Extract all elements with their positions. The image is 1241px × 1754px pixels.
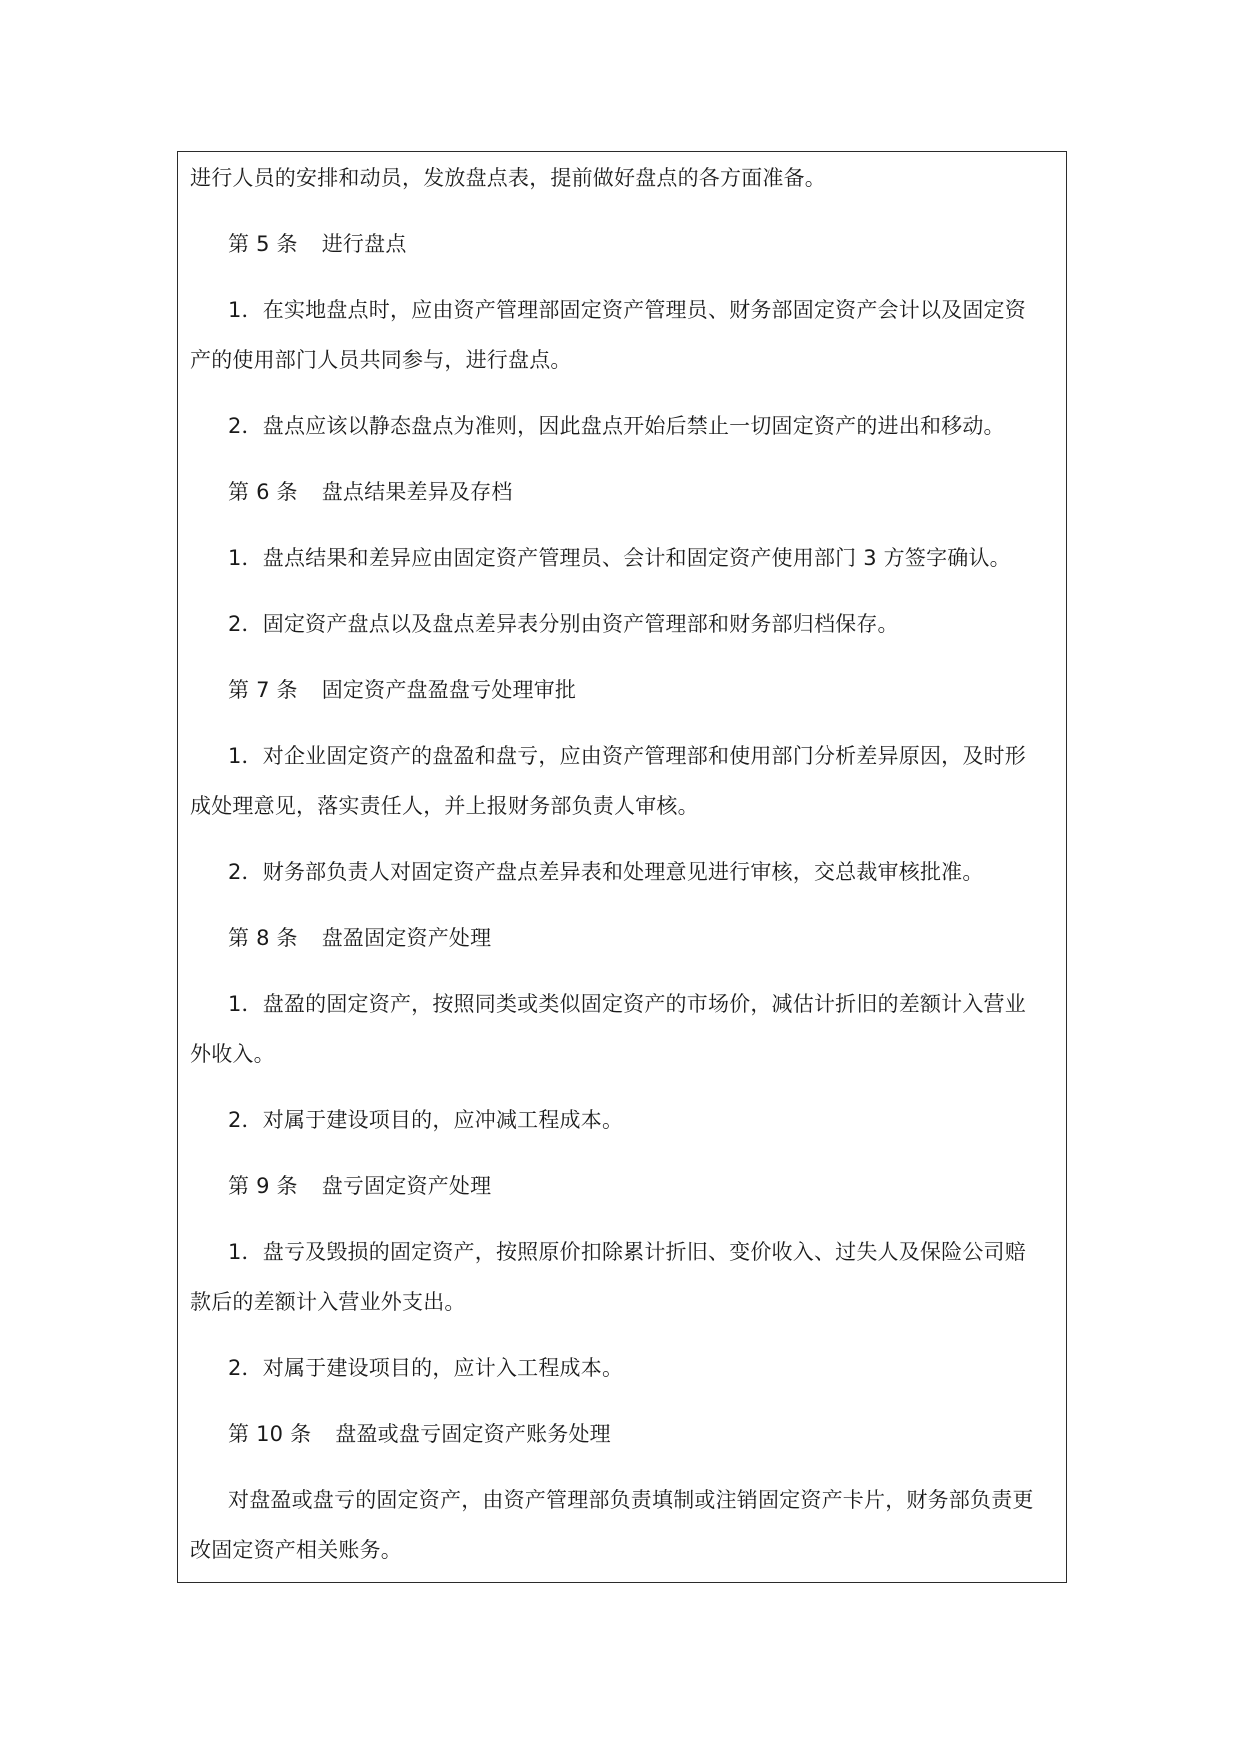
article-number: 第 5 条 [228,232,298,256]
text-line: 2．财务部负责人对固定资产盘点差异表和处理意见进行审核，交总裁审核批准。 [228,860,984,884]
article-number: 第 9 条 [228,1174,298,1198]
text-line: 2．盘点应该以静态盘点为准则，因此盘点开始后禁止一切固定资产的进出和移动。 [228,414,1005,438]
text-line: 2．对属于建设项目的，应计入工程成本。 [228,1356,624,1380]
article-heading [228,1420,1116,1448]
article-title: 盘点结果差异及存档 [321,480,513,504]
document-frame [177,151,1067,1583]
article-heading [228,478,1116,506]
article-number: 第 6 条 [228,480,298,504]
article-title: 盘盈固定资产处理 [321,926,492,950]
article-number: 第 10 条 [228,1422,312,1446]
article-heading [228,1172,1116,1200]
text-line: 1．在实地盘点时，应由资产管理部固定资产管理员、财务部固定资产会计以及固定资 [228,298,1026,322]
text-line: 1．盘亏及毁损的固定资产，按照原价扣除累计折旧、变价收入、过失人及保险公司赔 [228,1240,1026,1264]
article-title: 进行盘点 [321,232,407,256]
text-line: 1．对企业固定资产的盘盈和盘亏，应由资产管理部和使用部门分析差异原因，及时形 [228,744,1026,768]
text-line: 成处理意见，落实责任人，并上报财务部负责人审核。 [190,794,699,818]
article-title: 固定资产盘盈盘亏处理审批 [321,678,577,702]
text-line: 进行人员的安排和动员，发放盘点表，提前做好盘点的各方面准备。 [190,166,826,190]
text-line: 1．盘点结果和差异应由固定资产管理员、会计和固定资产使用部门 3 方签字确认。 [228,546,1011,570]
text-line: 外收入。 [190,1042,275,1066]
text-line: 款后的差额计入营业外支出。 [190,1290,466,1314]
text-line: 1．盘盈的固定资产，按照同类或类似固定资产的市场价，减估计折旧的差额计入营业 [228,992,1026,1016]
text-line: 对盘盈或盘亏的固定资产，由资产管理部负责填制或注销固定资产卡片，财务部负责更 [228,1488,1034,1512]
text-line: 改固定资产相关账务。 [190,1538,402,1562]
article-heading [228,676,1116,704]
article-heading [228,924,1116,952]
article-number: 第 7 条 [228,678,298,702]
article-heading [228,230,1116,258]
text-line: 2．对属于建设项目的，应冲减工程成本。 [228,1108,624,1132]
article-number: 第 8 条 [228,926,298,950]
article-title: 盘盈或盘亏固定资产账务处理 [335,1422,611,1446]
text-line: 2．固定资产盘点以及盘点差异表分别由资产管理部和财务部归档保存。 [228,612,899,636]
article-title: 盘亏固定资产处理 [321,1174,492,1198]
text-line: 产的使用部门人员共同参与，进行盘点。 [190,348,572,372]
